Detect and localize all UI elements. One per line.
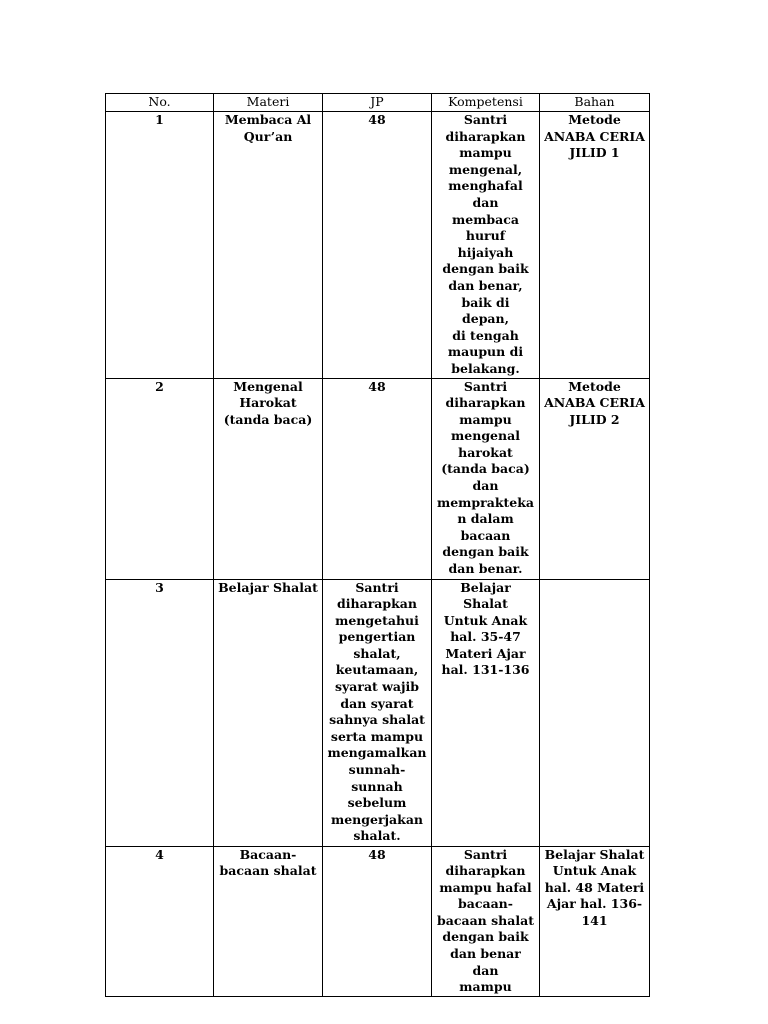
- table-row: [106, 579, 650, 846]
- cell-jp: Santri diharapkan mengetahui pengertian shalat, keutamaan, syarat wajib dan syarat sahnya shalat serta mampu mengamalkan sunnah- sunnah sebelum mengerjakan shalat.: [323, 579, 432, 846]
- cell-bahan: [540, 579, 650, 846]
- header-kompetensi: Kompetensi: [432, 94, 540, 112]
- cell-no: 1: [106, 112, 214, 379]
- header-row: [106, 94, 650, 112]
- header-jp: JP: [323, 94, 432, 112]
- cell-kompetensi: Santri diharapkan mampu mengenal, menghafal dan membaca huruf hijaiyah dengan baik dan benar, baik di depan, di tengah maupun di belakang.: [432, 112, 540, 379]
- cell-jp: 48: [323, 846, 432, 996]
- cell-bahan: Metode ANABA CERIA JILID 2: [540, 378, 650, 579]
- cell-no: 2: [106, 378, 214, 579]
- header-bahan: Bahan: [540, 94, 650, 112]
- cell-kompetensi: Belajar Shalat Untuk Anak hal. 35-47 Materi Ajar hal. 131-136: [432, 579, 540, 846]
- cell-bahan: Metode ANABA CERIA JILID 1: [540, 112, 650, 379]
- cell-bahan: Belajar Shalat Untuk Anak hal. 48 Materi Ajar hal. 136- 141: [540, 846, 650, 996]
- table-row: [106, 846, 650, 996]
- header-materi: Materi: [214, 94, 323, 112]
- cell-materi: Bacaan- bacaan shalat: [214, 846, 323, 996]
- cell-jp: 48: [323, 378, 432, 579]
- cell-no: 4: [106, 846, 214, 996]
- cell-materi: Membaca Al Qur’an: [214, 112, 323, 379]
- cell-materi: Mengenal Harokat (tanda baca): [214, 378, 323, 579]
- table-row: [106, 378, 650, 579]
- cell-no: 3: [106, 579, 214, 846]
- curriculum-table: [105, 93, 650, 997]
- cell-kompetensi: Santri diharapkan mampu mengenal harokat (tanda baca) dan memprakteka n dalam bacaan dengan baik dan benar.: [432, 378, 540, 579]
- header-no: No.: [106, 94, 214, 112]
- cell-kompetensi: Santri diharapkan mampu hafal bacaan- bacaan shalat dengan baik dan benar dan mampu: [432, 846, 540, 996]
- table-row: [106, 112, 650, 379]
- cell-jp: 48: [323, 112, 432, 379]
- cell-materi: Belajar Shalat: [214, 579, 323, 846]
